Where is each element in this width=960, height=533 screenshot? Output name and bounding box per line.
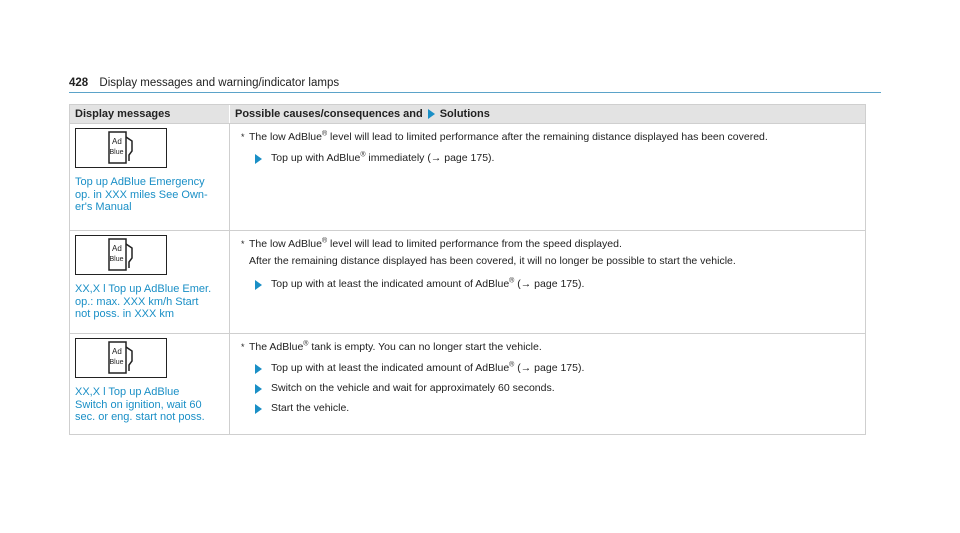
page-header-title: Display messages and warning/indicator lamps (99, 77, 340, 89)
table-row (70, 230, 865, 333)
solution-step: Switch on the vehicle and wait for approximately 60 seconds. (255, 382, 865, 395)
col-header-display-messages: Display messages (70, 105, 230, 123)
solution-arrow-icon (428, 109, 435, 119)
icon-label-top: Ad (112, 347, 122, 356)
step-arrow-icon (255, 404, 262, 414)
table-row (70, 333, 865, 434)
adblue-icon (75, 235, 167, 275)
page-number: 428 (69, 77, 89, 89)
display-message-text: XX,X l Top up AdBlue Switch on ignition, wait 60 sec. or eng. start not poss. (75, 386, 205, 423)
adblue-icon (75, 128, 167, 168)
solution-step: Top up with at least the indicated amount of AdBlue® (→ page 175). (255, 278, 865, 291)
causes-solutions-cell (230, 334, 865, 434)
step-arrow-icon (255, 384, 262, 394)
cause-text: * The AdBlue® tank is empty. You can no longer start the vehicle. (241, 340, 542, 353)
display-message-cell (70, 231, 230, 333)
page-header (69, 76, 881, 93)
step-arrow-icon (255, 154, 262, 164)
step-arrow-icon (255, 364, 262, 374)
footnote-star: * (241, 239, 245, 249)
col-header-causes: Possible causes/consequences and (235, 108, 423, 120)
display-message-text: Top up AdBlue Emergency op. in XXX miles See Own- er's Manual (75, 176, 208, 213)
table-row (70, 123, 865, 230)
icon-label-top: Ad (112, 137, 122, 146)
icon-label-top: Ad (112, 244, 122, 253)
adblue-icon (75, 338, 167, 378)
display-message-cell (70, 124, 230, 230)
display-messages-table (69, 104, 866, 435)
cause-text: * The low AdBlue® level will lead to limited performance from the speed displayed. (241, 237, 622, 250)
causes-solutions-cell (230, 231, 865, 333)
icon-label-bottom: Blue (109, 256, 124, 263)
display-message-text: XX,X l Top up AdBlue Emer. op.: max. XXX km/h Start not poss. in XXX km (75, 283, 212, 320)
icon-label-bottom: Blue (109, 359, 124, 366)
footnote-star: * (241, 132, 245, 142)
col-header-solutions: Solutions (439, 108, 490, 120)
solution-step: Top up with at least the indicated amount of AdBlue® (→ page 175). (255, 362, 865, 375)
cause-text: * The low AdBlue® level will lead to limited performance after the remaining distance displayed has been covered. (241, 130, 768, 143)
display-message-cell (70, 334, 230, 434)
table-header (70, 105, 865, 123)
step-arrow-icon (255, 280, 262, 290)
col-header-causes-solutions (230, 105, 865, 123)
footnote-star: * (241, 342, 245, 352)
solution-step: Top up with AdBlue® immediately (→ page 175). (255, 152, 865, 165)
solution-step: Start the vehicle. (255, 402, 865, 415)
cause-subtext: After the remaining distance displayed has been covered, it will no longer be possible to start the vehicle. (249, 255, 736, 267)
icon-label-bottom: Blue (109, 149, 124, 156)
causes-solutions-cell (230, 124, 865, 230)
